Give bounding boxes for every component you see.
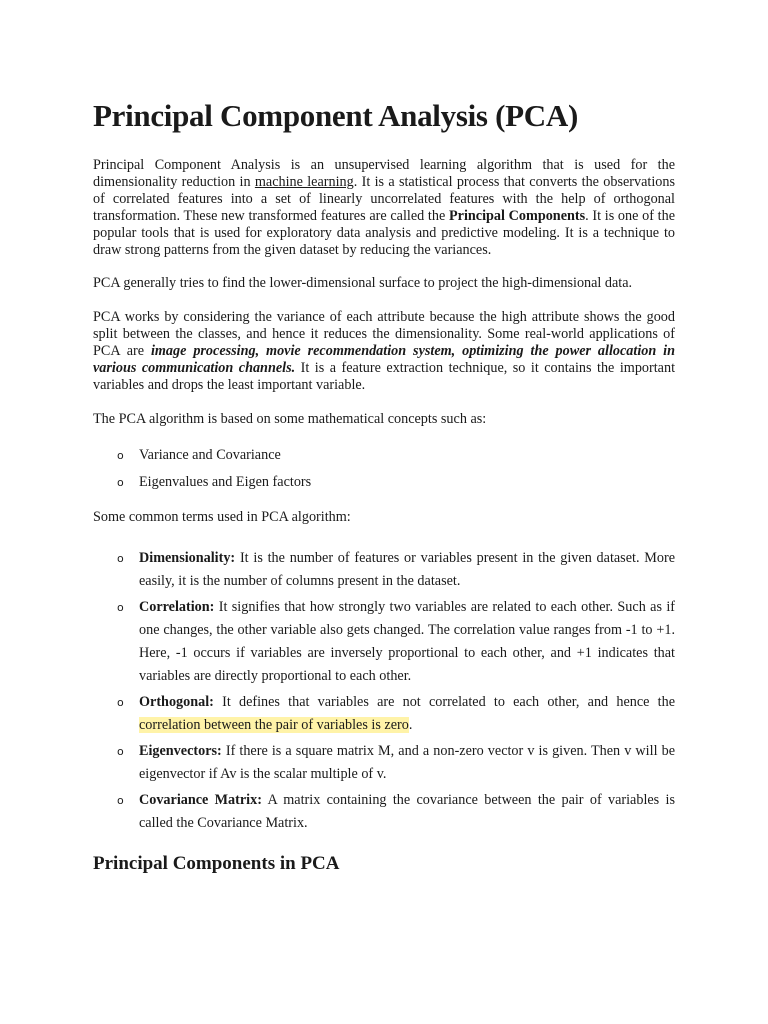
list-item xyxy=(93,691,675,737)
intro-paragraph xyxy=(93,157,675,259)
term-definition: It defines that variables are not correlated to each other, and hence the xyxy=(213,694,675,710)
list-item xyxy=(93,547,675,593)
concepts-list xyxy=(93,447,675,491)
applications-emphasis: image processing, movie recommendation system, optimizing the power allocation in various communication channels. xyxy=(93,343,675,376)
applications-paragraph xyxy=(93,309,675,394)
bullet-circle-icon: o xyxy=(117,745,124,758)
machine-learning-link[interactable]: machine learning xyxy=(254,174,354,190)
term-definition: It is the number of features or variables present in the given dataset. More easily, it is the number of columns present in the dataset. xyxy=(139,550,675,589)
term-label: Correlation: xyxy=(139,599,215,615)
principal-components-term: Principal Components xyxy=(448,208,586,224)
page-title: Principal Component Analysis (PCA) xyxy=(93,98,578,133)
term-label: Covariance Matrix: xyxy=(139,792,262,808)
list-item xyxy=(93,740,675,786)
list-item xyxy=(93,474,675,491)
bullet-circle-icon: o xyxy=(117,449,124,462)
applications-text-1: PCA works by considering the variance of each attribute because the high attribute shows the good split between the classes, and hence it reduces the dimensionality. Some real-world applications of PCA are xyxy=(93,309,675,359)
bullet-circle-icon: o xyxy=(117,552,124,565)
concept-text: Eigenvalues and Eigen factors xyxy=(139,474,312,490)
term-definition: It signifies that how strongly two variables are related to each other. Such as if one changes, the other variable also gets changed. The correlation value ranges from -1 to +1. Here, -1 occurs if variables are inversely proportional to each other, and +1 indicates that variables are directly proportional to each other. xyxy=(139,599,675,684)
term-definition: If there is a square matrix M, and a non-zero vector v is given. Then v will be eigenvector if Av is the scalar multiple of v. xyxy=(139,743,675,782)
bullet-circle-icon: o xyxy=(117,601,124,614)
intro-text-2: . It is a statistical process that converts the observations of correlated features into a set of linearly uncorrelated features with the help of orthogonal transformation. These new transformed features are called the xyxy=(93,174,675,224)
list-item xyxy=(93,596,675,688)
term-label: Dimensionality: xyxy=(139,550,236,566)
intro-text-3: . It is one of the popular tools that is used for exploratory data analysis and predictive modeling. It is a technique to draw strong patterns from the given dataset by reducing the variances. xyxy=(93,208,675,258)
terms-intro-paragraph: Some common terms used in PCA algorithm: xyxy=(93,509,351,525)
term-definition: A matrix containing the covariance between the pair of variables is called the Covariance Matrix. xyxy=(139,792,675,831)
projection-paragraph: PCA generally tries to find the lower-dimensional surface to project the high-dimensional data. xyxy=(93,275,633,291)
term-label: Orthogonal: xyxy=(139,694,214,710)
bullet-circle-icon: o xyxy=(117,476,124,489)
list-item xyxy=(93,789,675,835)
term-label: Eigenvectors: xyxy=(139,743,222,759)
bullet-circle-icon: o xyxy=(117,794,124,807)
document-page xyxy=(93,95,675,876)
concepts-intro-paragraph: The PCA algorithm is based on some mathematical concepts such as: xyxy=(93,411,487,427)
intro-text-1: Principal Component Analysis is an unsupervised learning algorithm that is used for the dimensionality reduction in xyxy=(93,157,675,190)
applications-text-2: It is a feature extraction technique, so it contains the important variables and drops the least important variable. xyxy=(93,360,676,393)
term-definition-end: . xyxy=(408,717,413,733)
concept-text: Variance and Covariance xyxy=(139,447,281,463)
highlighted-text: correlation between the pair of variables is zero xyxy=(139,717,409,733)
list-item xyxy=(93,447,675,464)
section-heading: Principal Components in PCA xyxy=(93,853,340,874)
terms-list xyxy=(93,547,675,835)
bullet-circle-icon: o xyxy=(117,696,124,709)
